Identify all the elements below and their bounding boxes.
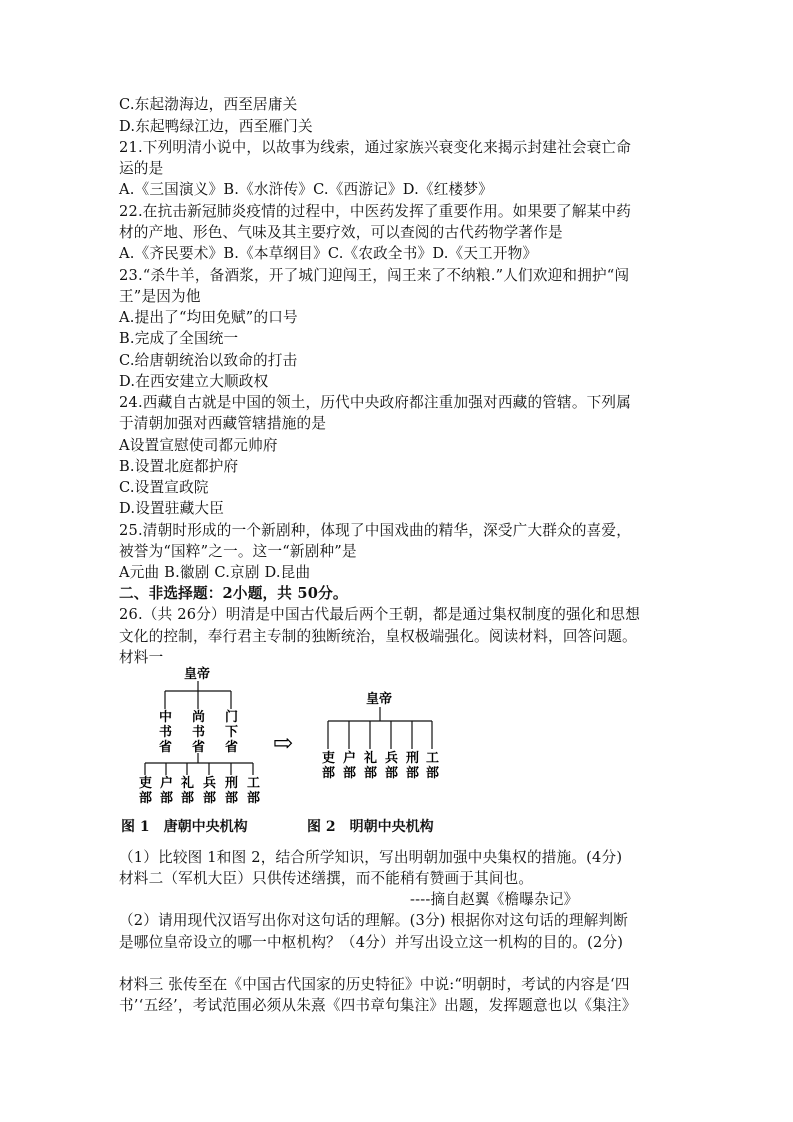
fig2-ministry-works-2: 部 — [426, 766, 440, 781]
question-23-option-b: B.完成了全国统一 — [119, 330, 239, 347]
fig1-ministry-personnel-1: 吏 — [139, 776, 153, 791]
fig2-ministry-revenue-2: 部 — [343, 766, 357, 781]
fig1-secretariat-char1: 中 — [159, 710, 173, 725]
question-23-cont: 王”是因为他 — [119, 288, 201, 305]
fig2-ministry-personnel-2: 部 — [322, 766, 336, 781]
central-institutions-diagram — [115, 665, 495, 815]
material-3: 材料三 张传至在《中国古代国家的历史特征》中说:“明朝时，考试的内容是‘四 — [119, 976, 630, 993]
fig1-chancellery-char3: 省 — [225, 740, 239, 755]
material-2-source: ----摘自赵翼《檐曝杂记》 — [410, 891, 579, 908]
fig1-secretariat-char2: 书 — [159, 725, 173, 740]
material-1-label: 材料一 — [119, 649, 164, 666]
fig1-caption: 图 1 唐朝中央机构 — [121, 819, 248, 835]
fig1-ministry-works-2: 部 — [247, 791, 261, 806]
fig1-ministry-revenue-2: 部 — [160, 791, 174, 806]
question-24-option-d: D.设置驻藏大臣 — [119, 500, 224, 517]
question-24: 24.西藏自古就是中国的领土，历代中央政府都注重加强对西藏的管辖。下列属 — [119, 394, 632, 411]
fig1-secretariat — [159, 709, 172, 755]
fig2-ministry-war-1: 兵 — [385, 751, 399, 766]
question-26-part-2-cont: 是哪位皇帝设立的哪一中枢机构？（4分）并写出设立这一机构的目的。(2分) — [119, 934, 624, 951]
fig2-ministry-personnel-1: 吏 — [322, 751, 336, 766]
fig2-ministry-war-2: 部 — [385, 766, 399, 781]
question-22: 22.在抗击新冠肺炎疫情的过程中，中医药发挥了重要作用。如果要了解某中药 — [119, 203, 632, 220]
question-21-options: A.《三国演义》B.《水浒传》C.《西游记》D.《红楼梦》 — [119, 181, 493, 198]
question-22-options: A.《齐民要术》B.《本草纲目》C.《农政全书》D.《天工开物》 — [119, 245, 538, 262]
fig1-ministry-rites-2: 部 — [181, 791, 195, 806]
fig2-caption: 图 2 明朝中央机构 — [307, 819, 434, 835]
fig1-ministry-war-2: 部 — [203, 791, 217, 806]
question-22-cont: 材的产地、形色、气味及其主要疗效，可以查阅的古代药物学著作是 — [119, 224, 563, 241]
fig2-ministry-justice-1: 刑 — [406, 751, 420, 766]
question-23-option-c: C.给唐朝统治以致命的打击 — [119, 352, 298, 369]
question-24-option-b: B.设置北庭都护府 — [119, 458, 239, 475]
fig1-ministries — [139, 775, 260, 806]
question-26-part-2: （2）请用现代汉语写出你对这句话的理解。(3分) 根据你对这句话的理解判断 — [119, 912, 628, 929]
question-21: 21.下列明清小说中，以故事为线索，通过家族兴衰变化来揭示封建社会衰亡命 — [119, 139, 632, 156]
fig1-chancellery-char1: 门 — [225, 710, 239, 725]
fig1-dept-char2: 书 — [192, 725, 206, 740]
option-c-line: C.东起渤海边，西至居庸关 — [119, 96, 298, 113]
fig1-dept-char3: 省 — [192, 740, 206, 755]
fig1-chancellery — [225, 709, 238, 755]
question-24-option-c: C.设置宣政院 — [119, 479, 209, 496]
fig2-ministries — [322, 750, 439, 781]
fig2-ministry-revenue-1: 户 — [343, 751, 357, 766]
arrow-icon: ⇨ — [273, 729, 294, 757]
question-24-option-a: A设置宣慰使司都元帅府 — [119, 437, 278, 454]
fig1-ministry-revenue-1: 户 — [160, 776, 174, 791]
question-23-option-a: A.提出了“均田免赋”的口号 — [119, 309, 298, 326]
question-26-cont: 文化的控制，奉行君主专制的独断统治，皇权极端强化。阅读材料，回答问题。 — [119, 628, 637, 645]
fig1-emperor: 皇帝 — [184, 667, 211, 682]
fig1-secretariat-char3: 省 — [159, 740, 173, 755]
question-25-cont: 被誉为“国粹”之一。这一“新剧种”是 — [119, 543, 357, 560]
question-23: 23.“杀牛羊，备酒浆，开了城门迎闯王，闯王来了不纳粮.”人们欢迎和拥护“闯 — [119, 267, 630, 284]
fig1-chancellery-char2: 下 — [225, 725, 239, 740]
question-25: 25.清朝时形成的一个新剧种，体现了中国戏曲的精华，深受广大群众的喜爱， — [119, 522, 632, 539]
question-26-part-1: （1）比较图 1和图 2，结合所学知识，写出明朝加强中央集权的措施。(4分) — [119, 849, 623, 866]
material-2: 材料二（军机大臣）只供传述缮撰，而不能稍有赞画于其间也。 — [119, 870, 534, 887]
fig1-ministry-justice-1: 刑 — [225, 776, 239, 791]
question-23-option-d: D.在西安建立大顺政权 — [119, 373, 269, 390]
fig1-ministry-war-1: 兵 — [203, 776, 217, 791]
question-24-cont: 于清朝加强对西藏管辖措施的是 — [119, 415, 327, 432]
fig2-ministry-justice-2: 部 — [406, 766, 420, 781]
fig1-dept-char1: 尚 — [192, 710, 206, 725]
fig1-ministry-personnel-2: 部 — [139, 791, 153, 806]
question-21-cont: 运的是 — [119, 160, 164, 177]
question-26: 26.（共 26分）明清是中国古代最后两个王朝，都是通过集权制度的强化和思想 — [119, 606, 641, 623]
fig1-ministry-works-1: 工 — [247, 776, 261, 791]
fig1-department-of-state — [192, 709, 205, 755]
material-3-cont: 书’‘五经’，考试范围必须从朱熹《四书章句集注》出题，发挥题意也以《集注》 — [119, 997, 637, 1014]
fig1-ministry-justice-2: 部 — [225, 791, 239, 806]
fig2-emperor: 皇帝 — [366, 692, 393, 707]
fig2-ministry-rites-1: 礼 — [364, 751, 378, 766]
fig2-ministry-rites-2: 部 — [364, 766, 378, 781]
fig1-ministry-rites-1: 礼 — [181, 776, 195, 791]
fig2-ministry-works-1: 工 — [426, 751, 440, 766]
question-25-options: A元曲 B.徽剧 C.京剧 D.昆曲 — [119, 564, 311, 581]
option-d-line: D.东起鸭绿江边，西至雁门关 — [119, 118, 313, 135]
section-heading: 二、非选择题：2小题，共 50分。 — [119, 585, 348, 602]
